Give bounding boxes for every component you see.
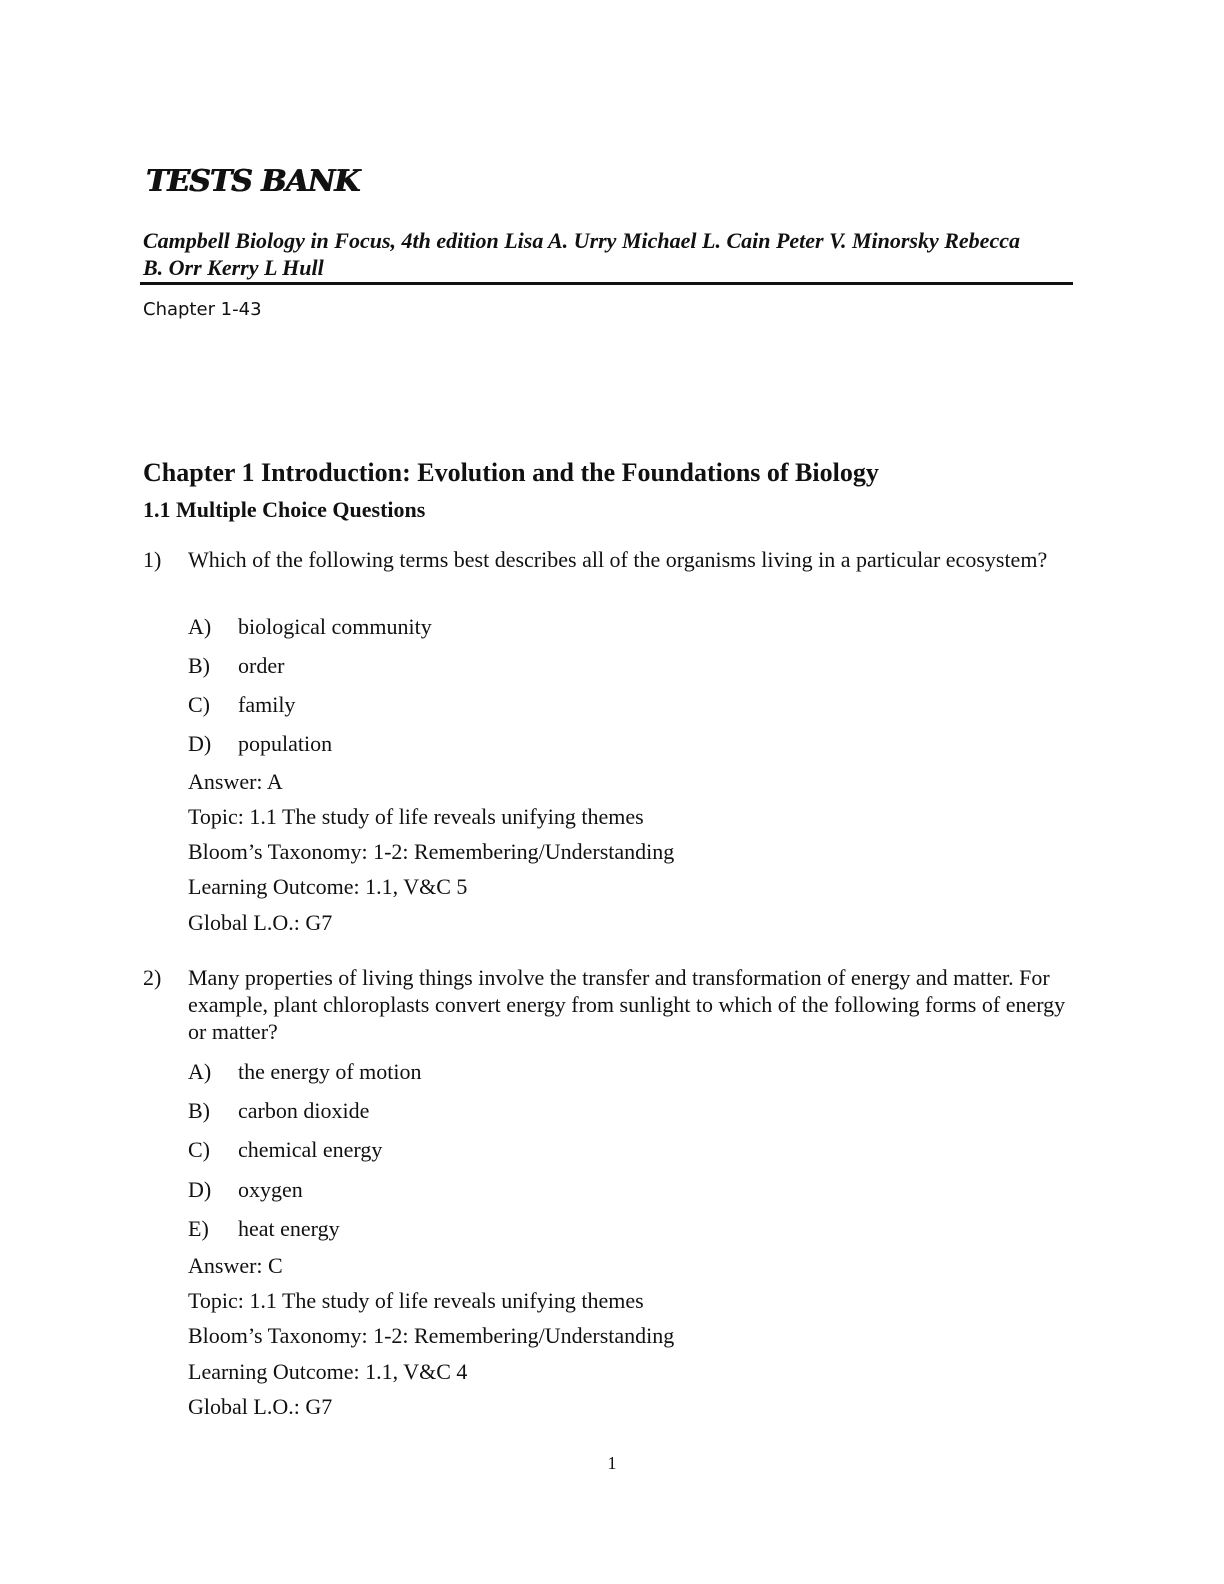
option-letter: C) — [188, 692, 210, 717]
header-divider — [140, 282, 1073, 285]
document-title: TESTS BANK — [146, 164, 360, 199]
blooms-taxonomy: Bloom’s Taxonomy: 1-2: Remembering/Understanding — [188, 1323, 675, 1348]
chapter-range: Chapter 1-43 — [143, 299, 262, 320]
learning-outcome: Learning Outcome: 1.1, V&C 4 — [188, 1359, 468, 1384]
global-learning-outcome: Global L.O.: G7 — [188, 910, 333, 935]
question-text: Which of the following terms best describes all of the organisms living in a particular ecosystem? — [188, 547, 1048, 572]
question-1 — [143, 546, 1083, 935]
question-number: 2) — [143, 965, 162, 990]
topic: Topic: 1.1 The study of life reveals unifying themes — [188, 804, 644, 829]
option-c — [188, 691, 295, 719]
option-text: the energy of motion — [238, 1059, 422, 1084]
answer: Answer: A — [188, 769, 283, 794]
option-letter: D) — [188, 731, 212, 756]
question-stem — [143, 964, 1083, 1045]
section-heading: 1.1 Multiple Choice Questions — [143, 497, 426, 522]
option-d — [188, 1176, 303, 1204]
option-a — [188, 613, 432, 641]
option-b — [188, 652, 284, 680]
option-letter: B) — [188, 653, 210, 678]
option-text: population — [238, 731, 333, 756]
option-letter: B) — [188, 1098, 210, 1123]
option-e — [188, 1215, 340, 1243]
answer: Answer: C — [188, 1253, 283, 1278]
question-stem — [143, 546, 1083, 573]
option-text: oxygen — [238, 1177, 303, 1202]
option-letter: E) — [188, 1216, 209, 1241]
learning-outcome: Learning Outcome: 1.1, V&C 5 — [188, 874, 468, 899]
topic: Topic: 1.1 The study of life reveals unifying themes — [188, 1288, 644, 1313]
global-learning-outcome: Global L.O.: G7 — [188, 1394, 333, 1419]
option-a — [188, 1058, 422, 1086]
option-text: heat energy — [238, 1216, 340, 1241]
option-text: biological community — [238, 614, 432, 639]
question-text: Many properties of living things involve the transfer and transformation of energy and matter. For example, plant chloroplasts convert energy from sunlight to which of the following forms of energy or matter? — [188, 965, 1066, 1044]
option-text: family — [238, 692, 296, 717]
option-text: carbon dioxide — [238, 1098, 370, 1123]
page-number: 1 — [607, 1453, 617, 1473]
blooms-taxonomy: Bloom’s Taxonomy: 1-2: Remembering/Understanding — [188, 839, 675, 864]
option-letter: A) — [188, 1059, 212, 1084]
option-b — [188, 1097, 369, 1125]
option-letter: C) — [188, 1137, 210, 1162]
question-2 — [143, 964, 1083, 1419]
option-text: chemical energy — [238, 1137, 383, 1162]
option-d — [188, 730, 332, 758]
book-reference: Campbell Biology in Focus, 4th edition Lisa A. Urry Michael L. Cain Peter V. Minorsky Rebecca B. Orr Kerry L Hull — [143, 228, 1020, 280]
option-letter: A) — [188, 614, 212, 639]
question-number: 1) — [143, 547, 162, 572]
option-c — [188, 1136, 382, 1164]
option-text: order — [238, 653, 285, 678]
chapter-heading: Chapter 1 Introduction: Evolution and the Foundations of Biology — [143, 458, 879, 487]
option-letter: D) — [188, 1177, 212, 1202]
